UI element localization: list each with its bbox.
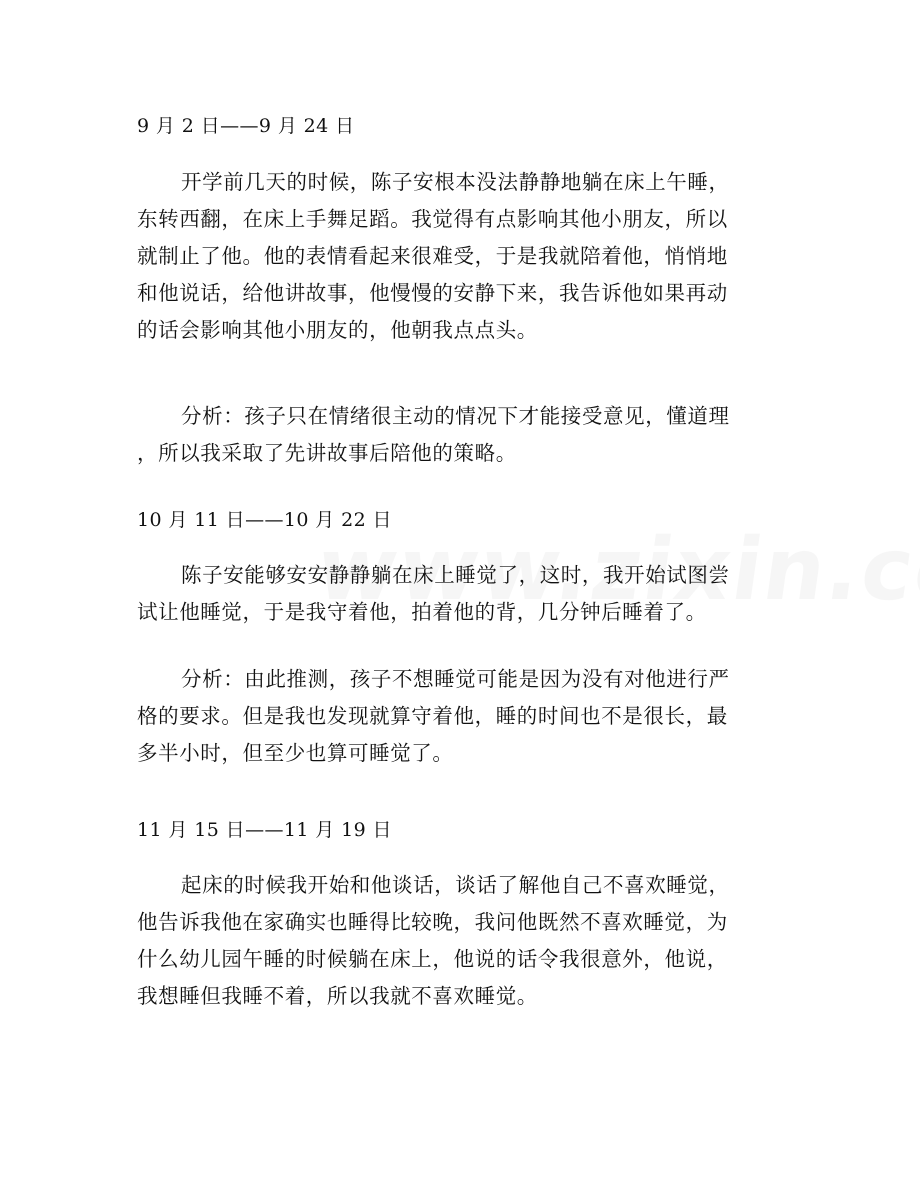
date-text: 10 月 11 日——10 月 22 日 bbox=[137, 509, 392, 531]
paragraph-line: 起床的时候我开始和他谈话，谈话了解他自己不喜欢睡觉， bbox=[181, 873, 730, 897]
paragraph-3 bbox=[137, 867, 777, 1015]
analysis-2 bbox=[137, 661, 777, 772]
analysis-line: ，所以我采取了先讲故事后陪他的策略。 bbox=[137, 441, 517, 465]
date-heading-2 bbox=[137, 502, 777, 539]
paragraph-line: 和他说话，给他讲故事，他慢慢的安静下来，我告诉他如果再动 bbox=[137, 281, 728, 305]
paragraph-line: 的话会影响其他小朋友的，他朝我点点头。 bbox=[137, 318, 538, 342]
date-heading-1 bbox=[137, 108, 777, 145]
analysis-1 bbox=[137, 398, 777, 472]
paragraph-line: 什么幼儿园午睡的时候躺在床上，他说的话令我很意外，他说， bbox=[137, 947, 728, 971]
analysis-line: 分析：孩子只在情绪很主动的情况下才能接受意见，懂道理 bbox=[181, 404, 730, 428]
paragraph-line: 我想睡但我睡不着，所以我就不喜欢睡觉。 bbox=[137, 984, 538, 1008]
paragraph-line: 陈子安能够安安静静躺在床上睡觉了，这时，我开始试图尝 bbox=[181, 563, 730, 587]
paragraph-2 bbox=[137, 557, 777, 631]
date-text: 9 月 2 日——9 月 24 日 bbox=[137, 115, 355, 137]
paragraph-line: 东转西翻，在床上手舞足蹈。我觉得有点影响其他小朋友，所以 bbox=[137, 207, 728, 231]
analysis-line: 分析：由此推测，孩子不想睡觉可能是因为没有对他进行严 bbox=[181, 667, 730, 691]
date-text: 11 月 15 日——11 月 19 日 bbox=[137, 819, 392, 841]
paragraph-1 bbox=[137, 164, 777, 349]
paragraph-line: 就制止了他。他的表情看起来很难受，于是我就陪着他，悄悄地 bbox=[137, 244, 728, 268]
paragraph-line: 他告诉我他在家确实也睡得比较晚，我问他既然不喜欢睡觉，为 bbox=[137, 910, 728, 934]
paragraph-line: 试让他睡觉，于是我守着他，拍着他的背，几分钟后睡着了。 bbox=[137, 600, 707, 624]
date-heading-3 bbox=[137, 812, 777, 849]
paragraph-line: 开学前几天的时候，陈子安根本没法静静地躺在床上午睡， bbox=[181, 170, 730, 194]
analysis-line: 格的要求。但是我也发现就算守着他，睡的时间也不是很长，最 bbox=[137, 704, 728, 728]
analysis-line: 多半小时，但至少也算可睡觉了。 bbox=[137, 741, 454, 765]
